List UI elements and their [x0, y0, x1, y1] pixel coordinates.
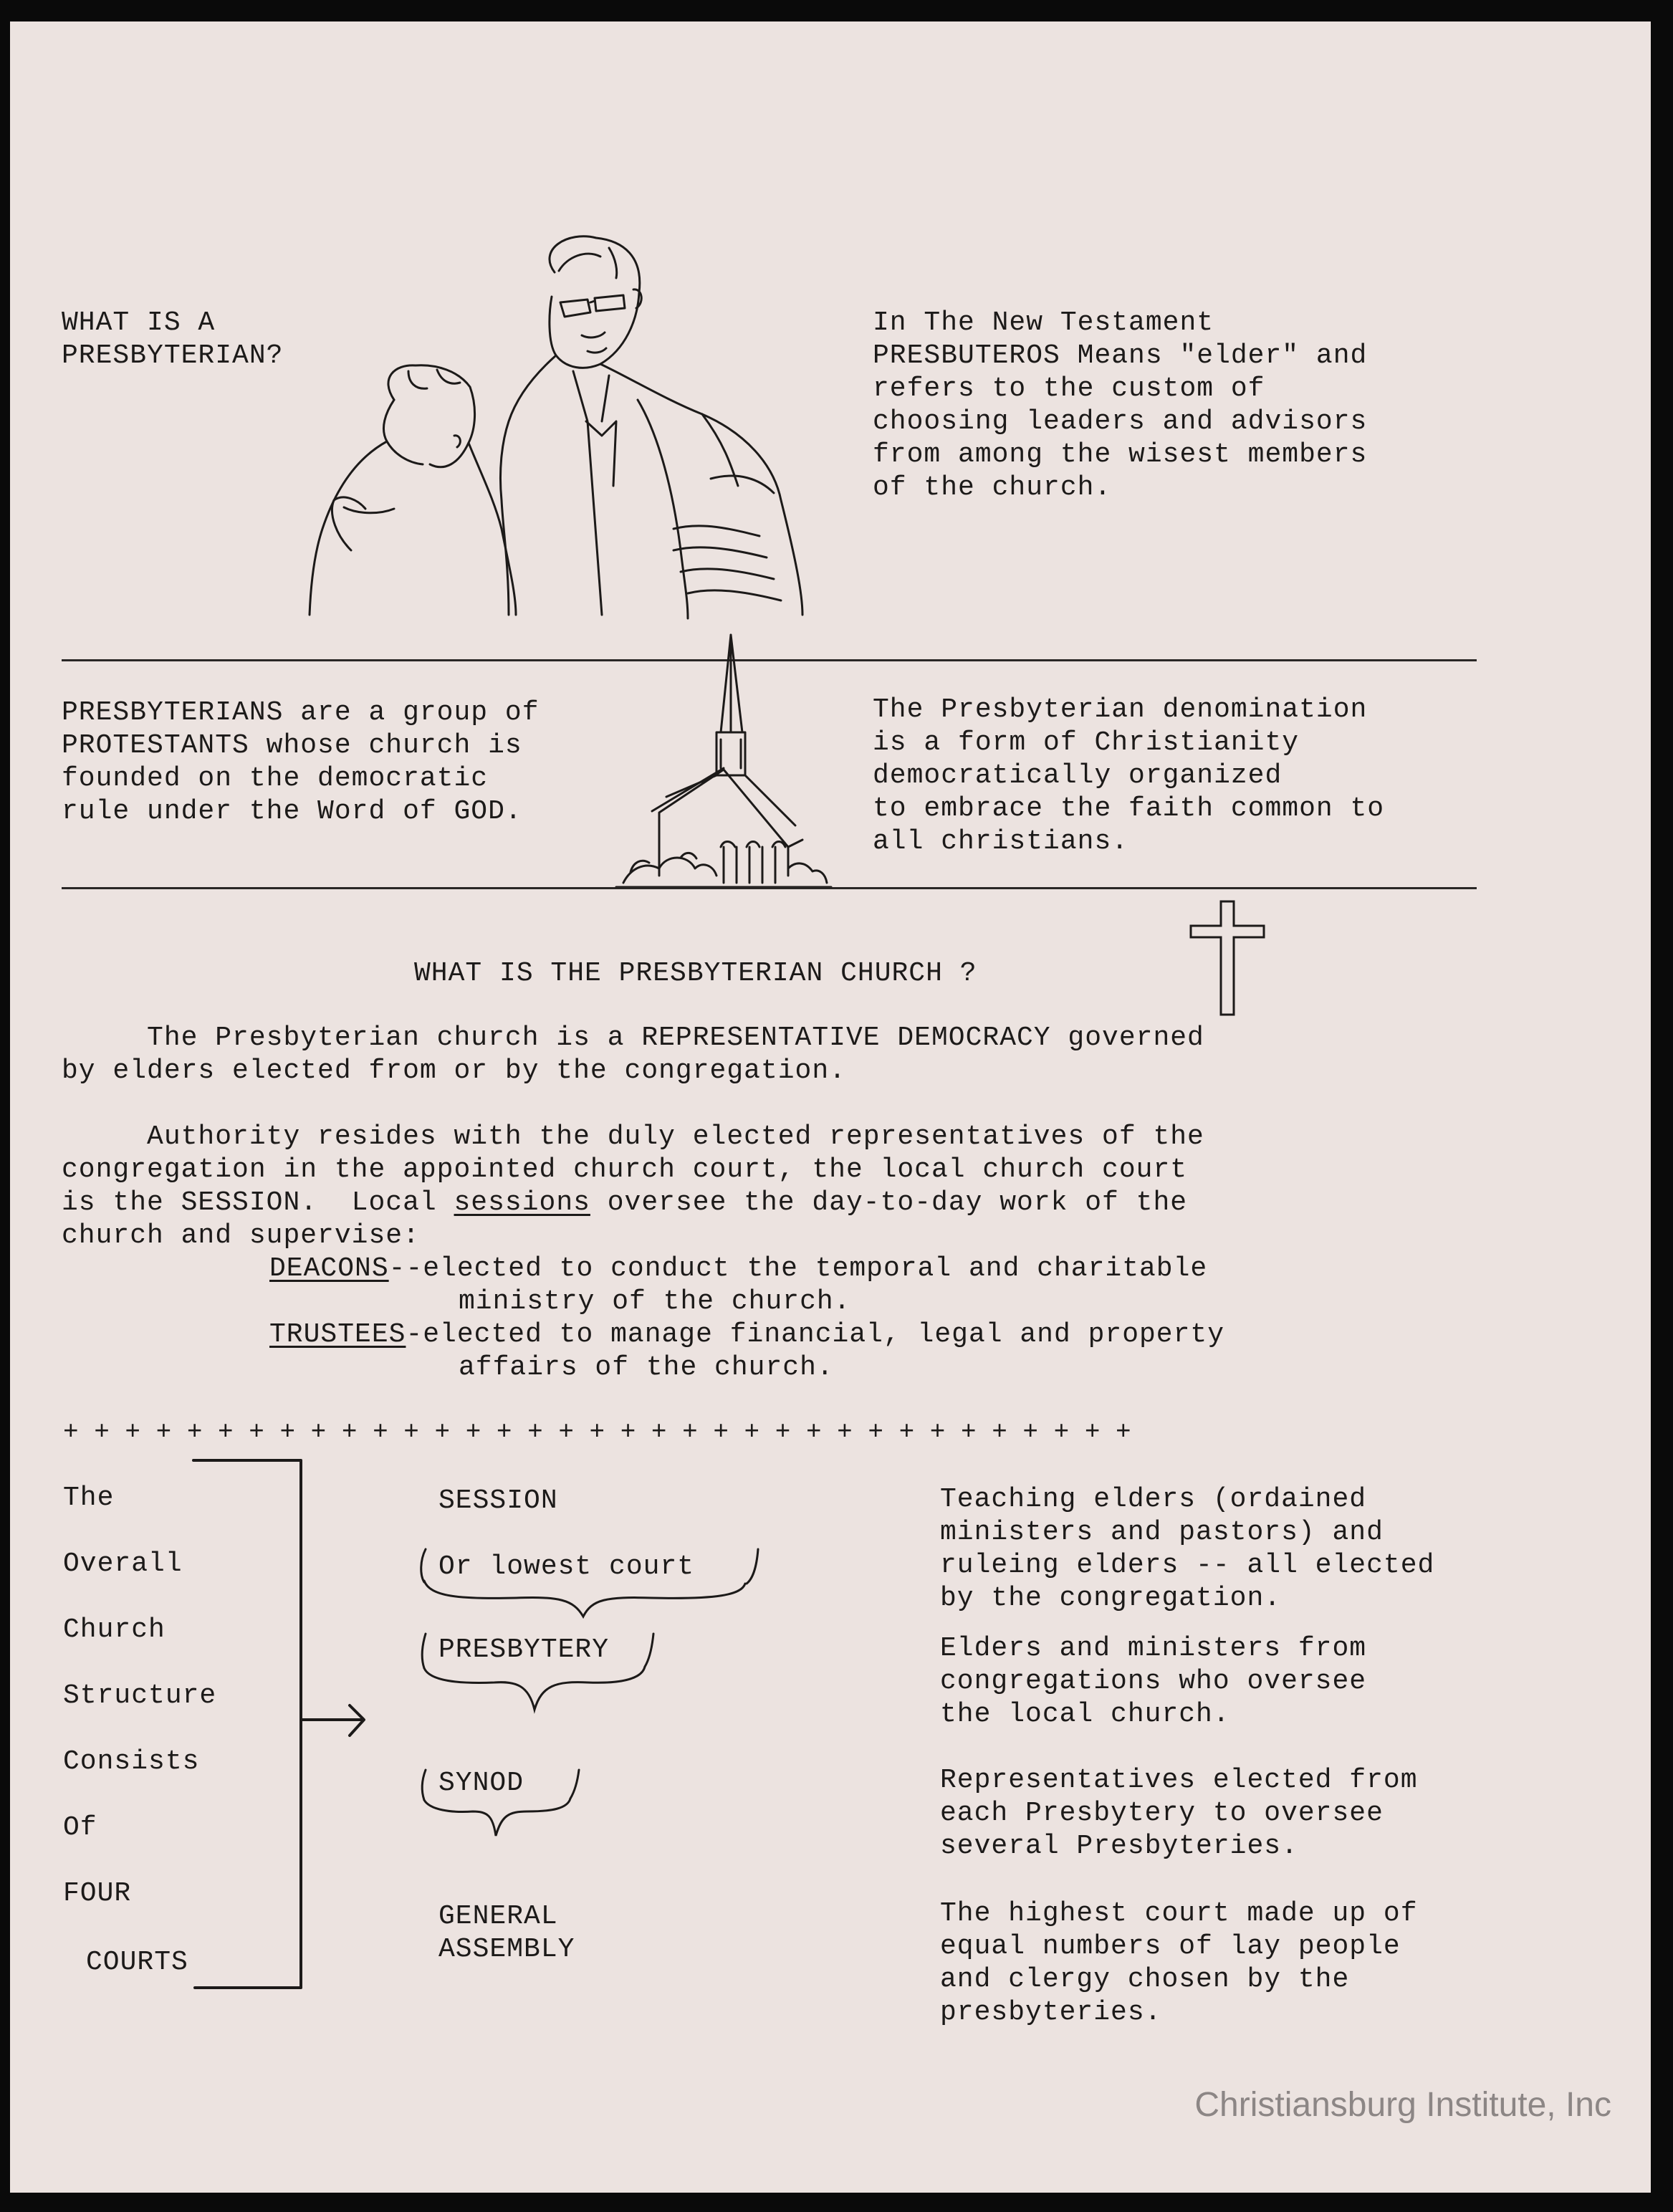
- trustees-text-2: affairs of the church.: [459, 1352, 834, 1383]
- structure-word-8: COURTS: [86, 1947, 188, 1978]
- nt-line-1: In The New Testament: [873, 307, 1214, 338]
- court-presbytery-desc-2: congregations who oversee: [940, 1666, 1367, 1697]
- nt-line-6: of the church.: [873, 472, 1112, 503]
- denomination-line-4: to embrace the faith common to: [873, 793, 1385, 824]
- court-presbytery-desc-1: Elders and ministers from: [940, 1633, 1367, 1664]
- pastor-illustration-icon: [301, 228, 831, 629]
- cross-icon: [1189, 900, 1268, 1016]
- para2-line-3-end: oversee the day-to-day work of the: [590, 1187, 1188, 1218]
- structure-word-5: Consists: [63, 1746, 200, 1777]
- structure-word-3: Church: [63, 1614, 166, 1645]
- court-session-desc-2: ministers and pastors) and: [940, 1517, 1384, 1548]
- denomination-line-3: democratically organized: [873, 760, 1283, 791]
- court-session-desc-3: ruleing elders -- all elected: [940, 1550, 1435, 1581]
- denomination-line-2: is a form of Christianity: [873, 727, 1300, 758]
- trustees-text: -elected to manage financial, legal and property: [406, 1319, 1225, 1350]
- court-general-assembly-desc-1: The highest court made up of: [940, 1898, 1418, 1929]
- para2-line-3-start: is the SESSION. Local: [62, 1187, 454, 1218]
- watermark: Christiansburg Institute, Inc: [1194, 2086, 1611, 2124]
- bracket-arrow-icon: [186, 1455, 373, 1999]
- church-steeple-icon: [616, 632, 831, 890]
- sessions-word: sessions: [454, 1187, 590, 1218]
- para1-line-1: The Presbyterian church is a REPRESENTATIVE DEMOCRACY governed: [62, 1023, 1204, 1053]
- court-general-assembly-desc-2: equal numbers of lay people: [940, 1931, 1401, 1962]
- court-presbytery-desc-3: the local church.: [940, 1699, 1230, 1730]
- court-general-assembly-desc-4: presbyteries.: [940, 1997, 1162, 2028]
- deacons-line: [269, 1253, 1207, 1285]
- deacons-label: DEACONS: [269, 1253, 389, 1284]
- protestants-line-4: rule under the Word of GOD.: [62, 796, 522, 827]
- deacons-text-2: ministry of the church.: [459, 1286, 851, 1317]
- brace-icon: [416, 1767, 588, 1846]
- nt-line-3: refers to the custom of: [873, 373, 1265, 404]
- structure-word-7: FOUR: [63, 1878, 132, 1909]
- brace-icon: [416, 1631, 659, 1717]
- court-general-assembly-line-1: GENERAL: [438, 1901, 558, 1932]
- structure-word-4: Structure: [63, 1680, 217, 1711]
- protestants-line-1: PRESBYTERIANS are a group of: [62, 697, 540, 728]
- court-session-name: SESSION: [438, 1485, 558, 1516]
- court-presbytery-name: PRESBYTERY: [438, 1634, 610, 1665]
- protestants-line-3: founded on the democratic: [62, 763, 489, 794]
- court-synod-name: SYNOD: [438, 1768, 524, 1799]
- court-general-assembly-desc-3: and clergy chosen by the: [940, 1964, 1350, 1995]
- court-session-subtitle: Or lowest court: [438, 1551, 695, 1582]
- nt-line-4: choosing leaders and advisors: [873, 406, 1368, 437]
- para2-line-2: congregation in the appointed church court, the local church court: [62, 1154, 1188, 1185]
- para2-line-3: [62, 1187, 1187, 1220]
- court-synod-desc-1: Representatives elected from: [940, 1765, 1418, 1796]
- court-synod-desc-2: each Presbytery to oversee: [940, 1798, 1384, 1829]
- court-session-desc-1: Teaching elders (ordained: [940, 1484, 1367, 1515]
- protestants-line-2: PROTESTANTS whose church is: [62, 730, 522, 761]
- nt-line-2: PRESBUTEROS Means "elder" and: [873, 340, 1368, 371]
- trustees-line: [269, 1318, 1224, 1351]
- structure-word-6: Of: [63, 1812, 97, 1843]
- brace-icon: [416, 1546, 759, 1625]
- court-synod-desc-3: several Presbyteries.: [940, 1831, 1298, 1862]
- deacons-text: --elected to conduct the temporal and charitable: [388, 1253, 1208, 1284]
- question-line-1: WHAT IS A: [62, 307, 216, 338]
- church-heading: WHAT IS THE PRESBYTERIAN CHURCH ?: [414, 958, 977, 989]
- trustees-label: TRUSTEES: [269, 1319, 406, 1350]
- court-session-desc-4: by the congregation.: [940, 1583, 1282, 1614]
- nt-line-5: from among the wisest members: [873, 439, 1368, 470]
- divider-line-2: [62, 887, 1477, 889]
- denomination-line-5: all christians.: [873, 826, 1129, 857]
- para2-line-1: Authority resides with the duly elected representatives of the: [62, 1121, 1204, 1152]
- para2-line-4: church and supervise:: [62, 1220, 420, 1251]
- court-general-assembly-line-2: ASSEMBLY: [438, 1934, 575, 1965]
- para1-line-2: by elders elected from or by the congregation.: [62, 1055, 846, 1086]
- structure-word-1: The: [63, 1483, 115, 1513]
- question-line-2: PRESBYTERIAN?: [62, 340, 284, 371]
- plus-divider: + + + + + + + + + + + + + + + + + + + + + + + + + + + + + + + + + + +: [63, 1417, 1131, 1447]
- denomination-line-1: The Presbyterian denomination: [873, 694, 1368, 725]
- structure-word-2: Overall: [63, 1548, 183, 1579]
